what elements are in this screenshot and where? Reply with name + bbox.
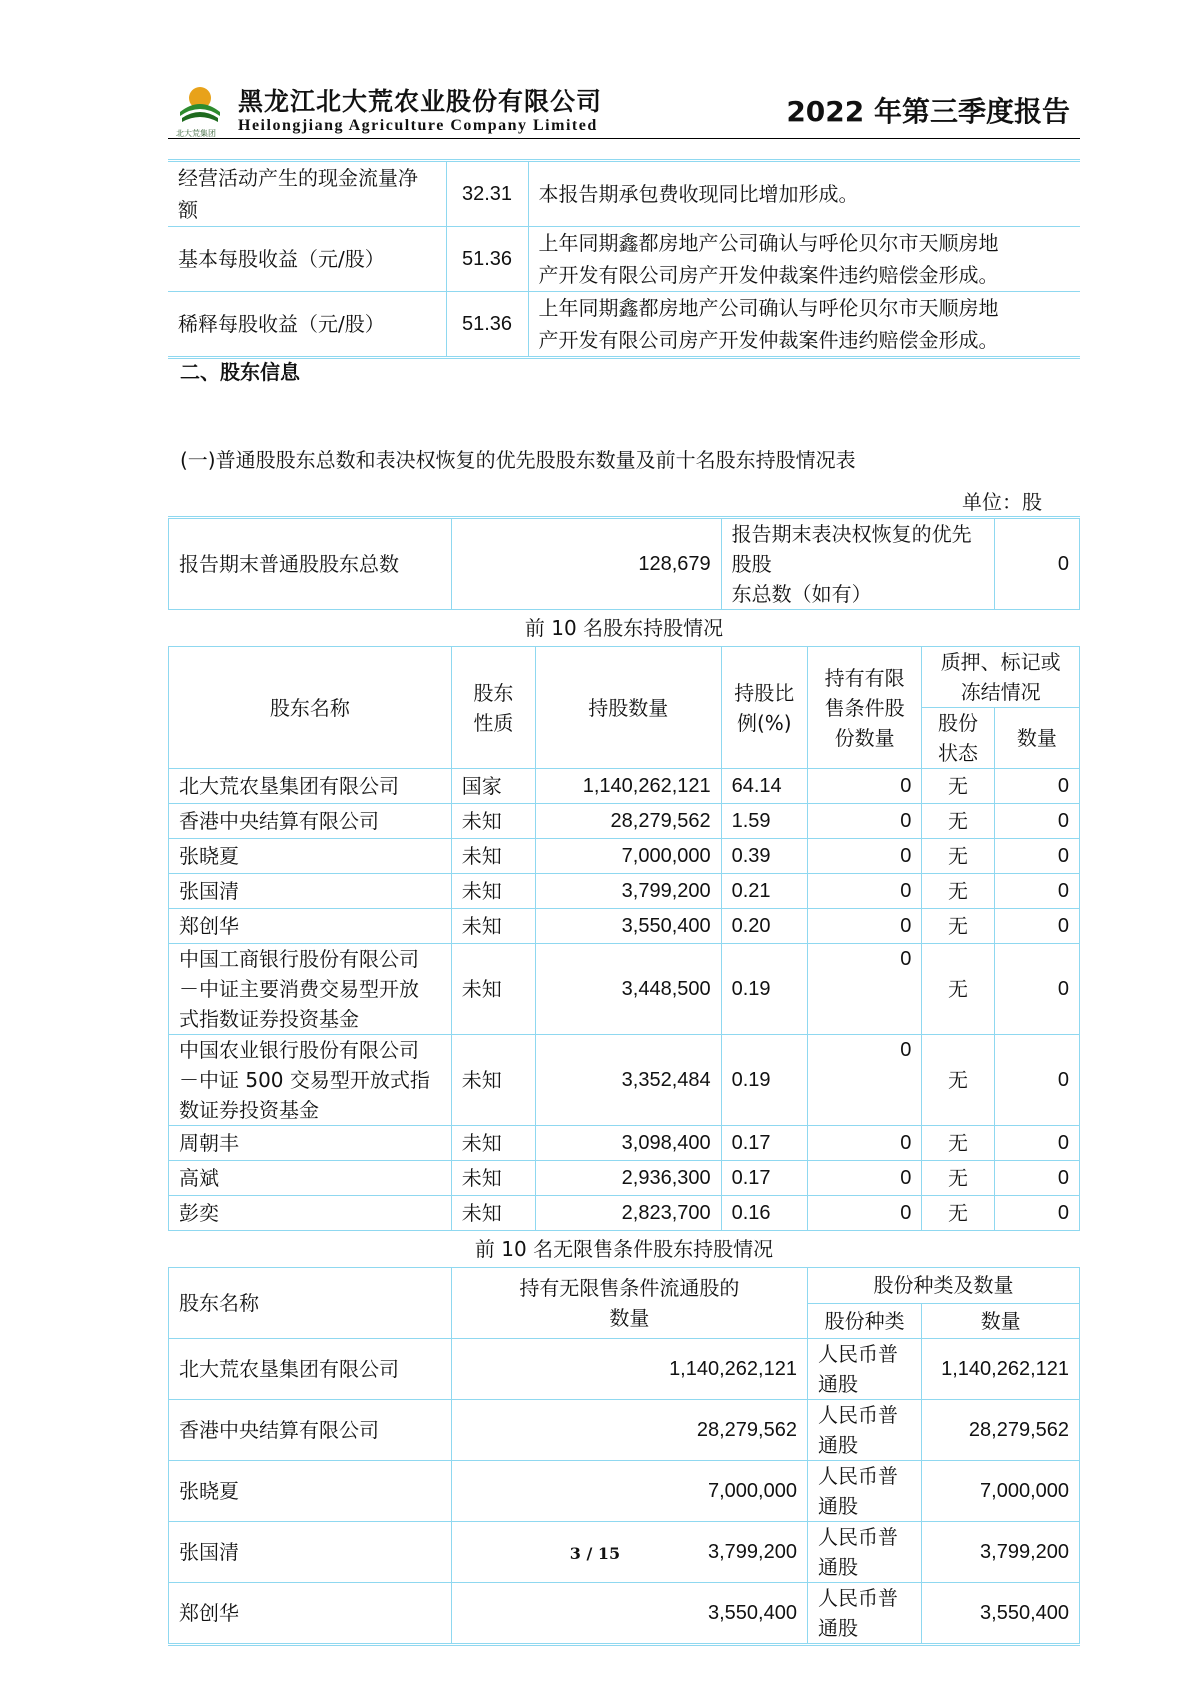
header-pledge [922,647,1080,708]
holder-status: 无 [922,1161,994,1196]
holder-shares: 1,140,262,121 [535,769,721,804]
share-qty: 3,550,400 [922,1583,1080,1645]
reason-cell [528,227,1080,292]
header-name: 股东名称 [169,1268,452,1339]
total-holders-label: 报告期末普通股股东总数 [169,518,452,610]
reason-line: 上年同期鑫都房地产公司确认与呼伦贝尔市天顺房地 [538,296,999,320]
holder-name: 北大荒农垦集团有限公司 [169,769,452,804]
holder-qty: 0 [994,909,1079,944]
share-qty: 7,000,000 [922,1461,1080,1522]
header-line: 持有无限售条件流通股的 [519,1276,740,1300]
holder-status: 无 [922,1126,994,1161]
holder-restricted: 0 [807,909,921,944]
holder-name: 周朝丰 [169,1126,452,1161]
table-row [168,292,1080,358]
changes-table [168,159,1080,359]
holder-name: 高斌 [169,1161,452,1196]
holder-amount: 3,799,200 [451,1522,807,1583]
reason-cell: 本报告期承包费收现同比增加形成。 [528,161,1080,227]
holder-restricted: 0 [807,944,921,1035]
holder-shares: 28,279,562 [535,804,721,839]
header-status [922,708,994,769]
item-cell: 经营活动产生的现金流量净额 [168,161,446,227]
holder-qty: 0 [994,1126,1079,1161]
name-line: 中国农业银行股份有限公司 [179,1038,419,1062]
holder-qty: 0 [994,769,1079,804]
holder-ratio: 0.39 [721,839,807,874]
header-ratio [721,647,807,769]
holder-ratio: 0.17 [721,1126,807,1161]
holder-status: 无 [922,1035,994,1126]
holder-status: 无 [922,839,994,874]
holder-shares: 2,823,700 [535,1196,721,1231]
table-row [169,1035,1080,1126]
logo-subtitle: 北大荒集团 [176,129,216,138]
header-line: 性质 [473,710,514,735]
name-line: 数证券投资基金 [179,1098,319,1122]
holder-qty: 0 [994,839,1079,874]
table-row [169,1461,1080,1522]
holder-name: 香港中央结算有限公司 [169,1400,452,1461]
share-kind: 人民币普通股 [807,1461,921,1522]
holder-name: 郑创华 [169,1583,452,1645]
value-cell: 51.36 [446,227,528,292]
company-logo-icon [178,82,222,126]
summary-row [169,518,1080,610]
unrestricted-caption-row [169,1231,1080,1268]
holder-qty: 0 [994,1035,1079,1126]
holder-name: 张晓夏 [169,839,452,874]
holder-restricted: 0 [807,1161,921,1196]
unit-label: 单位：股 [962,490,1042,514]
holder-shares: 3,352,484 [535,1035,721,1126]
share-kind: 人民币普通股 [807,1522,921,1583]
top10-caption-row [169,610,1080,647]
header-kind: 股份种类 [807,1303,921,1339]
share-kind: 人民币普通股 [807,1583,921,1645]
table-row [169,1196,1080,1231]
table-row [169,839,1080,874]
holder-status: 无 [922,769,994,804]
section-title: 二、股东信息 [180,360,300,384]
table-row [169,1339,1080,1400]
header-name: 股东名称 [169,647,452,769]
report-title: 2022 年第三季度报告 [786,95,1070,128]
header-amount [451,1268,807,1339]
header-nature [451,647,535,769]
table-row [169,1583,1080,1645]
holder-restricted: 0 [807,1035,921,1126]
holder-name: 张国清 [169,874,452,909]
header-qty: 数量 [994,708,1079,769]
holder-name [169,1035,452,1126]
holder-nature: 未知 [451,909,535,944]
name-line: －中证主要消费交易型开放 [179,977,419,1001]
holder-ratio: 1.59 [721,804,807,839]
holder-status: 无 [922,1196,994,1231]
reason-cell [528,292,1080,358]
share-kind: 人民币普通股 [807,1339,921,1400]
share-qty: 3,799,200 [922,1522,1080,1583]
share-kind: 人民币普通股 [807,1400,921,1461]
share-qty: 28,279,562 [922,1400,1080,1461]
holder-qty: 0 [994,944,1079,1035]
header-kind-qty: 股份种类及数量 [807,1268,1079,1304]
header-line: 例(%) [736,710,792,735]
holder-ratio: 0.19 [721,944,807,1035]
header-divider [168,138,1080,139]
holder-shares: 3,448,500 [535,944,721,1035]
table-row [169,804,1080,839]
header-line: 售条件股 [824,695,905,720]
pref-label-line: 报告期末表决权恢复的优先股股 [731,522,972,576]
name-line: 式指数证券投资基金 [179,1007,359,1031]
holder-name: 彭奕 [169,1196,452,1231]
holder-shares: 7,000,000 [535,839,721,874]
holder-nature: 未知 [451,839,535,874]
unrestricted-caption: 前 10 名无限售条件股东持股情况 [169,1231,1080,1268]
table-row [169,769,1080,804]
holder-restricted: 0 [807,839,921,874]
page-header [168,60,1080,140]
holder-status: 无 [922,909,994,944]
header-line: 股份 [938,711,979,735]
holder-nature: 未知 [451,1035,535,1126]
holder-amount: 28,279,562 [451,1400,807,1461]
holder-nature: 国家 [451,769,535,804]
holder-shares: 3,098,400 [535,1126,721,1161]
header-line: 股东 [473,680,514,705]
holder-nature: 未知 [451,1161,535,1196]
holder-qty: 0 [994,1161,1079,1196]
holder-ratio: 0.17 [721,1161,807,1196]
holder-restricted: 0 [807,769,921,804]
holder-qty: 0 [994,1196,1079,1231]
holder-shares: 3,799,200 [535,874,721,909]
table-row [169,944,1080,1035]
table-row [169,1126,1080,1161]
holder-amount: 7,000,000 [451,1461,807,1522]
holder-qty: 0 [994,874,1079,909]
holder-amount: 3,550,400 [451,1583,807,1645]
table-row [169,1161,1080,1196]
total-holders-value: 128,679 [451,518,721,610]
holder-ratio: 64.14 [721,769,807,804]
table-row [168,161,1080,227]
shareholder-table [168,516,1080,1646]
page-number: 3 / 15 [569,1544,621,1563]
holder-ratio: 0.21 [721,874,807,909]
header-line: 质押、标记或 [940,650,1061,674]
name-line: －中证 500 交易型开放式指 [179,1068,430,1092]
holder-name: 香港中央结算有限公司 [169,804,452,839]
holder-shares: 2,936,300 [535,1161,721,1196]
top10-header-row [169,647,1080,708]
value-cell: 32.31 [446,161,528,227]
value-cell: 51.36 [446,292,528,358]
unrestricted-header-row [169,1268,1080,1304]
reason-line: 产开发有限公司房产开发仲裁案件违约赔偿金形成。 [538,328,999,352]
header-line: 持股比 [734,680,795,705]
header-line: 数量 [609,1306,650,1330]
holder-restricted: 0 [807,1126,921,1161]
table-row [169,1400,1080,1461]
holder-status: 无 [922,804,994,839]
header-line: 持有有限 [824,665,905,690]
holder-nature: 未知 [451,804,535,839]
table-row [169,874,1080,909]
item-cell: 稀释每股收益（元/股） [168,292,446,358]
holder-name: 张国清 [169,1522,452,1583]
header-restricted [807,647,921,769]
table-row [169,909,1080,944]
top10-caption: 前 10 名股东持股情况 [169,610,1080,647]
holder-nature: 未知 [451,944,535,1035]
holder-restricted: 0 [807,804,921,839]
table-row [168,227,1080,292]
holder-qty: 0 [994,804,1079,839]
header-line: 冻结情况 [960,680,1041,704]
holder-name: 张晓夏 [169,1461,452,1522]
holder-nature: 未知 [451,874,535,909]
holder-status: 无 [922,944,994,1035]
reason-line: 上年同期鑫都房地产公司确认与呼伦贝尔市天顺房地 [538,231,999,255]
name-line: 中国工商银行股份有限公司 [179,947,419,971]
holder-amount: 1,140,262,121 [451,1339,807,1400]
header-qty: 数量 [922,1303,1080,1339]
sub-title: (一)普通股股东总数和表决权恢复的优先股股东数量及前十名股东持股情况表 [180,448,856,472]
header-shares: 持股数量 [535,647,721,769]
company-name-en: Heilongjiang Agriculture Company Limited [238,117,598,134]
holder-nature: 未知 [451,1196,535,1231]
reason-line: 产开发有限公司房产开发仲裁案件违约赔偿金形成。 [538,263,999,287]
holder-restricted: 0 [807,874,921,909]
holder-ratio: 0.20 [721,909,807,944]
holder-status: 无 [922,874,994,909]
pref-label-line: 东总数（如有） [731,582,872,606]
holder-name: 郑创华 [169,909,452,944]
holder-name [169,944,452,1035]
company-name-cn: 黑龙江北大荒农业股份有限公司 [238,87,603,116]
share-qty: 1,140,262,121 [922,1339,1080,1400]
holder-nature: 未知 [451,1126,535,1161]
header-line: 状态 [938,741,979,765]
holder-ratio: 0.16 [721,1196,807,1231]
holder-shares: 3,550,400 [535,909,721,944]
pref-holders-label [721,518,994,610]
pref-holders-value: 0 [994,518,1079,610]
holder-restricted: 0 [807,1196,921,1231]
holder-name: 北大荒农垦集团有限公司 [169,1339,452,1400]
holder-ratio: 0.19 [721,1035,807,1126]
item-cell: 基本每股收益（元/股） [168,227,446,292]
header-line: 份数量 [834,725,895,750]
